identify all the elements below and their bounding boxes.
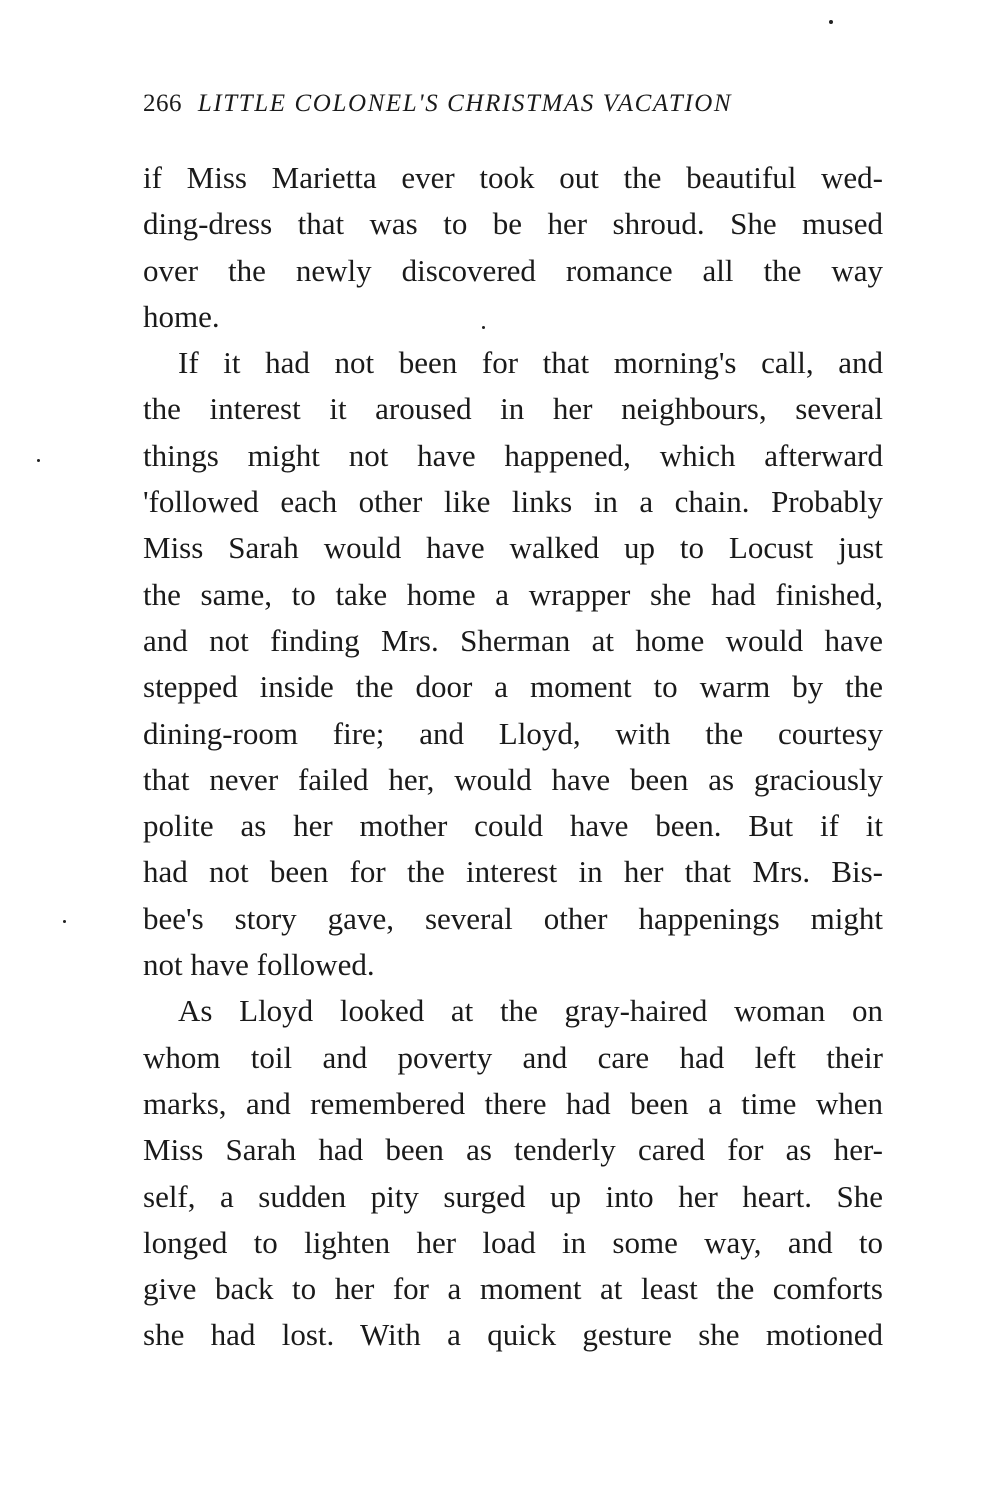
text-line: home. bbox=[143, 298, 220, 334]
running-header bbox=[143, 84, 883, 124]
page-number: 266 bbox=[143, 90, 182, 117]
text-line: As Lloyd looked at the gray-haired woman on bbox=[178, 993, 883, 1029]
text-line: if Miss Marietta ever took out the beautiful wed- bbox=[143, 160, 883, 195]
text-line: over the newly discovered romance all the way bbox=[143, 252, 883, 288]
text-line: the same, to take home a wrapper she had finished, bbox=[143, 576, 883, 612]
text-line: bee's story gave, several other happenings might bbox=[143, 900, 883, 936]
text-line: whom toil and poverty and care had left their bbox=[143, 1039, 883, 1075]
text-line: that never failed her, would have been as graciously bbox=[143, 761, 883, 797]
text-line: had not been for the interest in her that Mrs. Bis- bbox=[143, 854, 883, 890]
text-line: give back to her for a moment at least the comforts bbox=[143, 1271, 883, 1307]
text-line: longed to lighten her load in some way, and to bbox=[143, 1224, 883, 1260]
paragraph-3 bbox=[143, 988, 883, 1358]
text-line: she had lost. With a quick gesture she motioned bbox=[143, 1317, 883, 1353]
text-line: polite as her mother could have been. But if it bbox=[143, 808, 883, 844]
scan-speck bbox=[829, 20, 833, 24]
running-title: LITTLE COLONEL'S CHRISTMAS VACATION bbox=[197, 90, 733, 117]
paragraph-1 bbox=[143, 155, 883, 340]
body-text bbox=[143, 155, 883, 1359]
text-line: stepped inside the door a moment to warm by the bbox=[143, 669, 883, 705]
scan-speck bbox=[63, 920, 66, 923]
text-line: the interest it aroused in her neighbours, several bbox=[143, 391, 883, 427]
text-line: not have followed. bbox=[143, 947, 375, 983]
scan-speck bbox=[482, 326, 485, 329]
text-line: If it had not been for that morning's call, and bbox=[178, 345, 883, 381]
text-line: Miss Sarah had been as tenderly cared for as her- bbox=[143, 1132, 883, 1168]
scan-speck bbox=[37, 459, 40, 462]
text-line: marks, and remembered there had been a time when bbox=[143, 1085, 883, 1121]
text-line: Miss Sarah would have walked up to Locust just bbox=[143, 530, 883, 566]
text-line: things might not have happened, which afterward bbox=[143, 437, 883, 473]
text-line: 'followed each other like links in a chain. Probably bbox=[143, 484, 883, 520]
text-line: dining-room fire; and Lloyd, with the courtesy bbox=[143, 715, 883, 751]
text-line: ding-dress that was to be her shroud. She mused bbox=[143, 206, 883, 242]
text-line: self, a sudden pity surged up into her heart. She bbox=[143, 1178, 883, 1214]
paragraph-2 bbox=[143, 340, 883, 988]
text-line: and not finding Mrs. Sherman at home would have bbox=[143, 622, 883, 658]
